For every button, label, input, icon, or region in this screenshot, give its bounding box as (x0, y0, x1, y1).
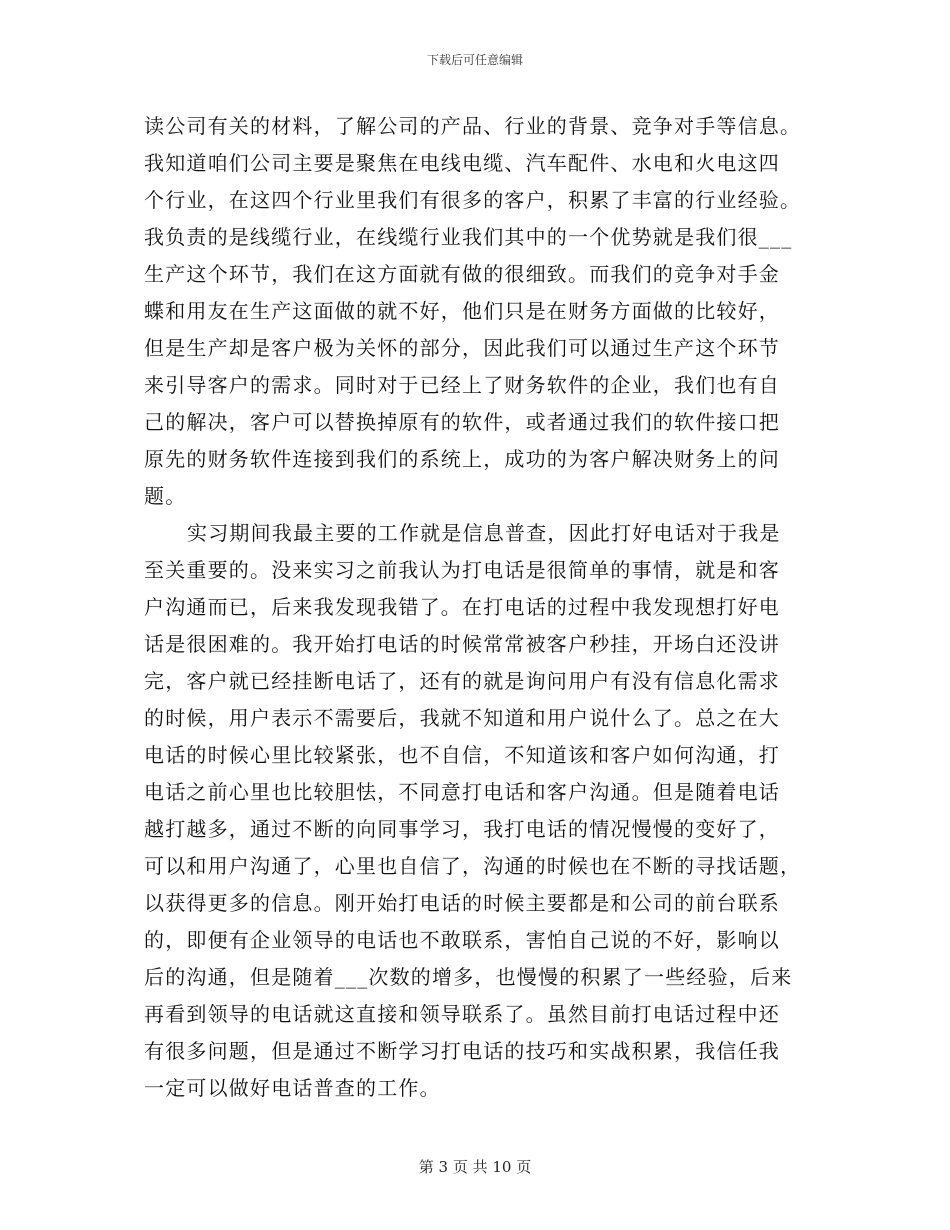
text-line: 至关重要的。没来实习之前我认为打电话是很简单的事情，就是和客 (144, 558, 780, 582)
text-line: 原先的财务软件连接到我们的系统上，成功的为客户解决财务上的问 (144, 447, 780, 471)
text-line: 越打越多，通过不断的向同事学习，我打电话的情况慢慢的变好了， (144, 817, 780, 841)
page-number-footer: 第 3 页 共 10 页 (418, 1158, 532, 1176)
text-line: 我知道咱们公司主要是聚焦在电线电缆、汽车配件、水电和火电这四 (144, 151, 780, 175)
text-line: 题。 (144, 484, 187, 508)
text-line: 的时候，用户表示不需要后，我就不知道和用户说什么了。总之在大 (144, 706, 780, 730)
text-line: 一定可以做好电话普查的工作。 (144, 1076, 441, 1100)
text-line: 的，即便有企业领导的电话也不敢联系，害怕自己说的不好，影响以 (144, 928, 780, 952)
text-line: 再看到领导的电话就这直接和领导联系了。虽然目前打电话过程中还 (144, 1002, 780, 1026)
text-line: 个行业，在这四个行业里我们有很多的客户，积累了丰富的行业经验。 (144, 188, 802, 212)
text-line: 可以和用户沟通了，心里也自信了，沟通的时候也在不断的寻找话题， (144, 854, 802, 878)
text-line: 己的解决，客户可以替换掉原有的软件，或者通过我们的软件接口把 (144, 410, 780, 434)
text-line: 读公司有关的材料，了解公司的产品、行业的背景、竞争对手等信息。 (144, 114, 802, 138)
text-line: 来引导客户的需求。同时对于已经上了财务软件的企业，我们也有自 (144, 373, 780, 397)
document-body (144, 108, 824, 1107)
text-line: 话是很困难的。我开始打电话的时候常常被客户秒挂，开场白还没讲 (144, 632, 780, 656)
page-header-note: 下载后可任意编辑 (426, 53, 523, 67)
text-line: 电话的时候心里比较紧张，也不自信，不知道该和客户如何沟通，打 (144, 743, 780, 767)
text-line: 以获得更多的信息。刚开始打电话的时候主要都是和公司的前台联系 (144, 891, 780, 915)
text-line: 我负责的是线缆行业，在线缆行业我们其中的一个优势就是我们很___ (144, 225, 793, 249)
text-line: 生产这个环节，我们在这方面就有做的很细致。而我们的竞争对手金 (144, 262, 780, 286)
text-line: 有很多问题，但是通过不断学习打电话的技巧和实战积累，我信任我 (144, 1039, 780, 1063)
text-line: 蝶和用友在生产这面做的就不好，他们只是在财务方面做的比较好， (144, 299, 780, 323)
text-line: 电话之前心里也比较胆怯，不同意打电话和客户沟通。但是随着电话 (144, 780, 780, 804)
text-line: 但是生产却是客户极为关怀的部分，因此我们可以通过生产这个环节 (144, 336, 780, 360)
text-line: 户沟通而已，后来我发现我错了。在打电话的过程中我发现想打好电 (144, 595, 780, 619)
text-line: 后的沟通，但是随着___次数的增多，也慢慢的积累了一些经验，后来 (144, 965, 793, 989)
text-line: 完，客户就已经挂断电话了，还有的就是询问用户有没有信息化需求 (144, 669, 780, 693)
paragraph-first-line: 实习期间我最主要的工作就是信息普查，因此打好电话对于我是 (187, 521, 781, 545)
